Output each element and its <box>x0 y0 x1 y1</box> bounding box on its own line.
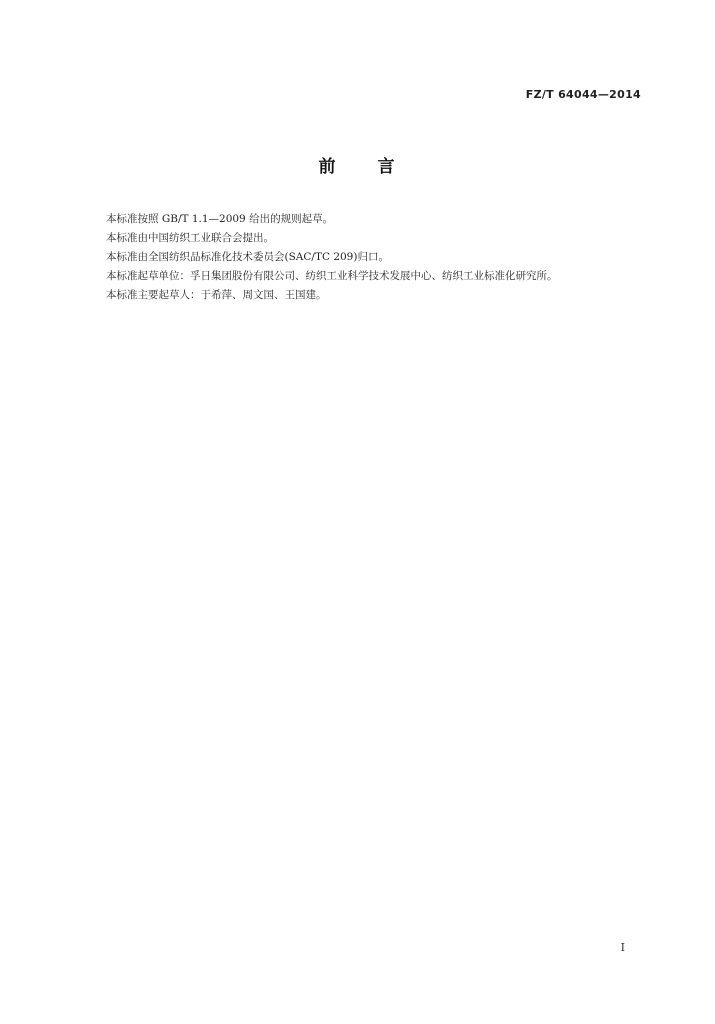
paragraph-proposer: 本标准由中国纺织工业联合会提出。 <box>106 232 274 244</box>
paragraph-drafting-units: 本标准起草单位：孚日集团股份有限公司、纺织工业科学技术发展中心、纺织工业标准化研究所。 <box>106 270 558 282</box>
standard-code: FZ/T 64044—2014 <box>525 88 641 101</box>
page-number: I <box>620 941 625 954</box>
foreword-body <box>106 210 646 305</box>
paragraph-drafting-rules: 本标准按照 GB/T 1.1—2009 给出的规则起草。 <box>106 213 334 225</box>
title-char-2: 言 <box>377 157 397 177</box>
paragraph-drafters: 本标准主要起草人：于希萍、周文国、王国建。 <box>106 289 327 301</box>
paragraph-committee: 本标准由全国纺织品标准化技术委员会(SAC/TC 209)归口。 <box>106 251 389 263</box>
title-char-1: 前 <box>318 157 338 177</box>
page-title <box>0 152 715 177</box>
